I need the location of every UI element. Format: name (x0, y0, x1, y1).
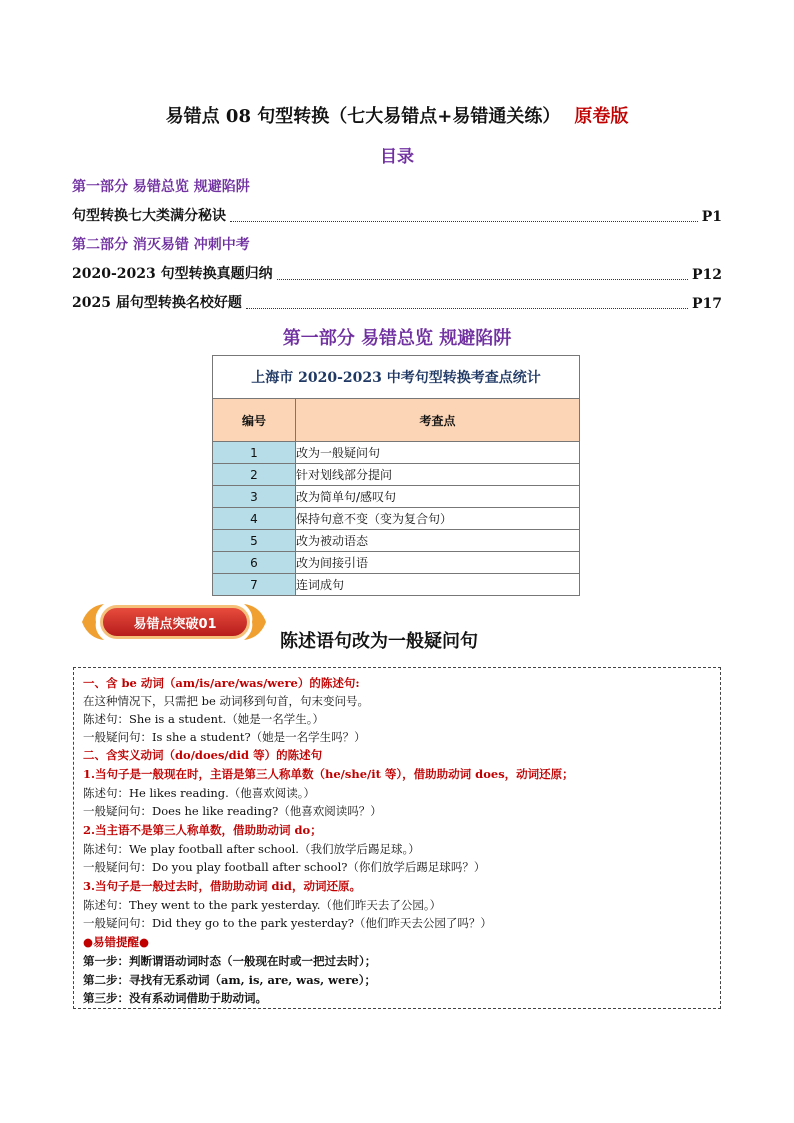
content-line: 1.当句子是一般现在时，主语是第三人称单数（he/she/it 等），借助助动词 does，动词还原； (83, 767, 574, 781)
table-row (213, 442, 580, 464)
col-header-point: 考查点 (296, 399, 580, 442)
row-no: 4 (213, 508, 296, 530)
part1-heading: 第一部分 易错总览 规避陷阱 (282, 328, 512, 349)
table-row (213, 574, 580, 596)
content-line: 陈述句：We play football after school.（我们放学后踢足球。） (83, 842, 420, 856)
content-line: 3.当句子是一般过去时，借助助动词 did，动词还原。 (83, 879, 361, 893)
content-line: 在这种情况下，只需把 be 动词移到句首，句末变问号。 (83, 694, 369, 708)
toc-entry-1[interactable] (72, 205, 722, 225)
toc-entry-3[interactable] (72, 292, 722, 312)
content-line: 一、含 be 动词（am/is/are/was/were）的陈述句: (83, 676, 360, 690)
table-row (213, 552, 580, 574)
row-point: 改为被动语态 (296, 530, 580, 552)
row-no: 6 (213, 552, 296, 574)
title-main: 易错点 08 句型转换（七大易错点+易错通关练） (165, 106, 561, 127)
toc-part1[interactable]: 第一部分 易错总览 规避陷阱 (72, 179, 250, 195)
mistake-badge: 易错点突破01 (100, 605, 250, 639)
row-no: 1 (213, 442, 296, 464)
toc-leader (246, 308, 688, 309)
content-line: 二、含实义动词（do/does/did 等）的陈述句 (83, 748, 323, 762)
table-row (213, 464, 580, 486)
col-header-no: 编号 (213, 399, 296, 442)
content-line: 第三步：没有系动词借助于助动词。 (83, 991, 267, 1005)
row-no: 7 (213, 574, 296, 596)
row-point: 连词成句 (296, 574, 580, 596)
table-title: 上海市 2020-2023 中考句型转换考查点统计 (213, 356, 580, 399)
table-row (213, 508, 580, 530)
table-row (213, 486, 580, 508)
content-line: 第一步：判断谓语动词时态（一般现在时或一把过去时）； (83, 954, 377, 968)
stats-table (212, 355, 580, 596)
toc-entry-2[interactable] (72, 263, 722, 283)
content-line: 陈述句：She is a student.（她是一名学生。） (83, 712, 325, 726)
row-point: 针对划线部分提问 (296, 464, 580, 486)
toc-entry-text: 2020-2023 句型转换真题归纳 (72, 266, 273, 282)
document-title (0, 102, 794, 128)
toc-leader (230, 221, 698, 222)
toc-heading: 目录 (380, 147, 414, 167)
content-line: 一般疑问句：Did they go to the park yesterday?（他们昨天去公园了吗？） (83, 916, 492, 930)
content-line: ●易错提醒● (83, 935, 150, 949)
toc-page: P17 (691, 296, 722, 312)
row-point: 改为间接引语 (296, 552, 580, 574)
row-no: 5 (213, 530, 296, 552)
row-no: 2 (213, 464, 296, 486)
content-line: 陈述句：They went to the park yesterday.（他们昨天去了公园。） (83, 898, 442, 912)
title-tag: 原卷版 (574, 106, 629, 127)
section-heading: 陈述语句改为一般疑问句 (280, 631, 478, 652)
toc-leader (277, 279, 688, 280)
table-row (213, 530, 580, 552)
row-point: 保持句意不变（变为复合句） (296, 508, 580, 530)
content-line: 第二步：寻找有无系动词（am, is, are, was, were）； (83, 973, 376, 987)
row-point: 改为一般疑问句 (296, 442, 580, 464)
content-line: 一般疑问句：Do you play football after school?（你们放学后踢足球吗？） (83, 860, 486, 874)
toc-entry-text: 2025 届句型转换名校好题 (72, 295, 242, 311)
toc-page: P12 (691, 267, 722, 283)
content-line: 陈述句：He likes reading.（他喜欢阅读。） (83, 786, 316, 800)
toc-part2[interactable]: 第二部分 消灭易错 冲刺中考 (72, 237, 250, 253)
content-line: 2.当主语不是第三人称单数，借助助动词 do； (83, 823, 322, 837)
row-point: 改为简单句/感叹句 (296, 486, 580, 508)
toc-page: P1 (701, 209, 722, 225)
content-line: 一般疑问句：Is she a student?（她是一名学生吗？） (83, 730, 366, 744)
row-no: 3 (213, 486, 296, 508)
content-line: 一般疑问句：Does he like reading?（他喜欢阅读吗？） (83, 804, 382, 818)
toc-entry-text: 句型转换七大类满分秘诀 (72, 208, 226, 224)
